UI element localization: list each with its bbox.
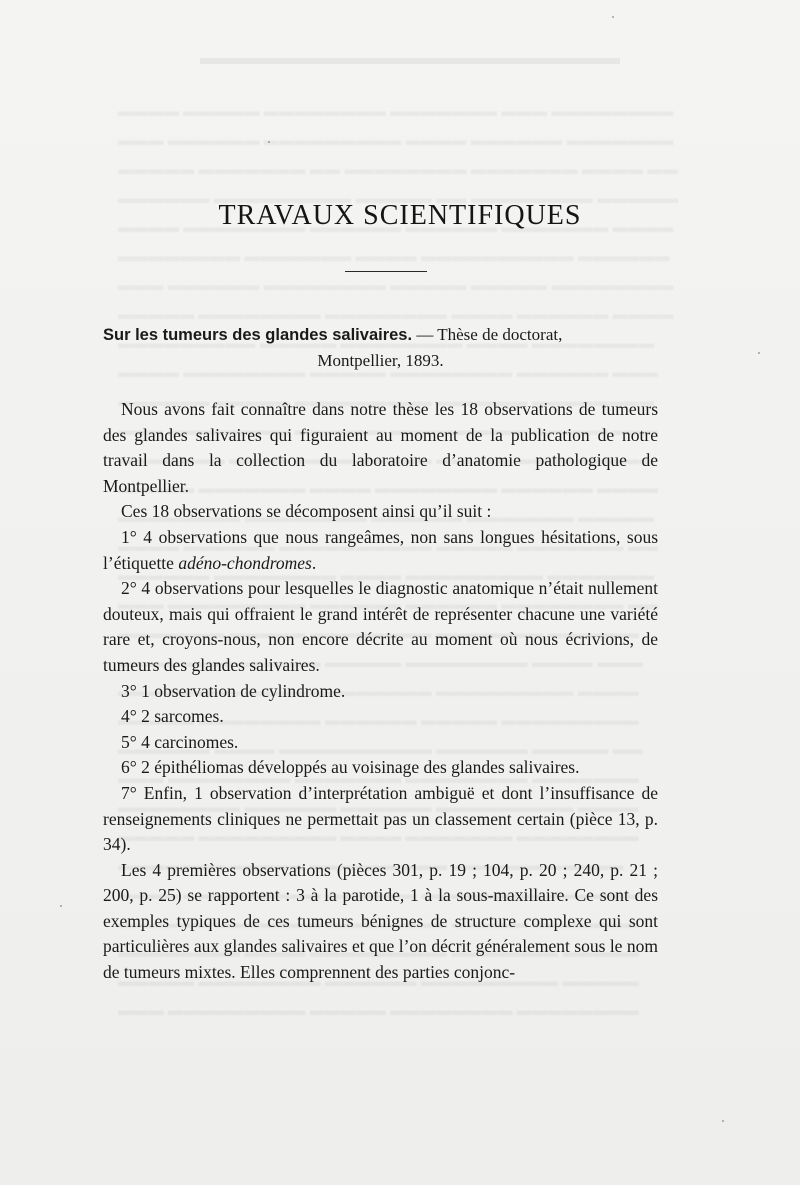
- list-item: 6° 2 épithéliomas développés au voisinage des glandes salivaires.: [121, 757, 580, 778]
- list-item: 5° 4 carcinomes.: [121, 731, 239, 752]
- paper-speck: [722, 1120, 724, 1122]
- list-item: 3° 1 observation de cylindrome.: [121, 680, 346, 701]
- page-title: TRAVAUX SCIENTIFIQUES: [218, 200, 582, 231]
- reference-place-date: Montpellier, 1893.: [317, 351, 444, 370]
- list-item-italic-term: adéno-chondromes: [178, 552, 312, 573]
- publication-reference: [103, 322, 658, 373]
- list-item: 7° Enfin, 1 observation d’interprétation ambiguë et dont l’insuffisance de renseignements cliniques ne permettait pas un classement certain (pièce 13, p. 34).: [103, 782, 658, 855]
- paper-speck: [268, 141, 270, 143]
- list-item: 2° 4 observations pour lesquelles le diagnostic anatomique n’était nullement douteux, mais qui offraient le grand intérêt de représenter chacune une variété rare et, croyons-nous, non encore décrite au moment où nous écrivions, de tumeurs des glandes salivaires.: [103, 578, 658, 675]
- list-item: [103, 525, 658, 576]
- reference-title: Sur les tumeurs des glandes salivaires.: [103, 326, 413, 344]
- list-item-text: 1° 4 observations que nous rangeâmes, non sans longues hésitations, sous l’étiquette: [103, 526, 658, 573]
- paragraph: Les 4 premières observations (pièces 301, p. 19 ; 104, p. 20 ; 240, p. 21 ; 200, p. 25) se rapportent : 3 à la parotide, 1 à la sous-maxillaire. Ce sont des exemples typiques de ces tumeurs bénignes de structure complexe qui sont particulières aux glandes salivaires et que l’on décrit généralement sous le nom de tumeurs mixtes. Elles comprennent des parties conjonc-: [103, 859, 658, 983]
- reference-type: — Thèse de doctorat,: [412, 325, 563, 344]
- body-text: [103, 397, 658, 986]
- list-item: 4° 2 sarcomes.: [121, 706, 224, 727]
- faint-header-bleed: [200, 58, 620, 64]
- paragraph: Nous avons fait connaître dans notre thèse les 18 observations de tumeurs des glandes salivaires qui figuraient au moment de la publication de notre travail dans la collection du laboratoire d’anatomie pathologique de Montpellier.: [103, 399, 658, 496]
- paper-speck: [758, 352, 760, 354]
- paper-speck: [60, 905, 62, 907]
- paragraph: Ces 18 observations se décomposent ainsi qu’il suit :: [121, 501, 492, 522]
- list-item-end: .: [311, 552, 317, 573]
- title-divider: [345, 271, 427, 272]
- paper-speck: [612, 16, 614, 18]
